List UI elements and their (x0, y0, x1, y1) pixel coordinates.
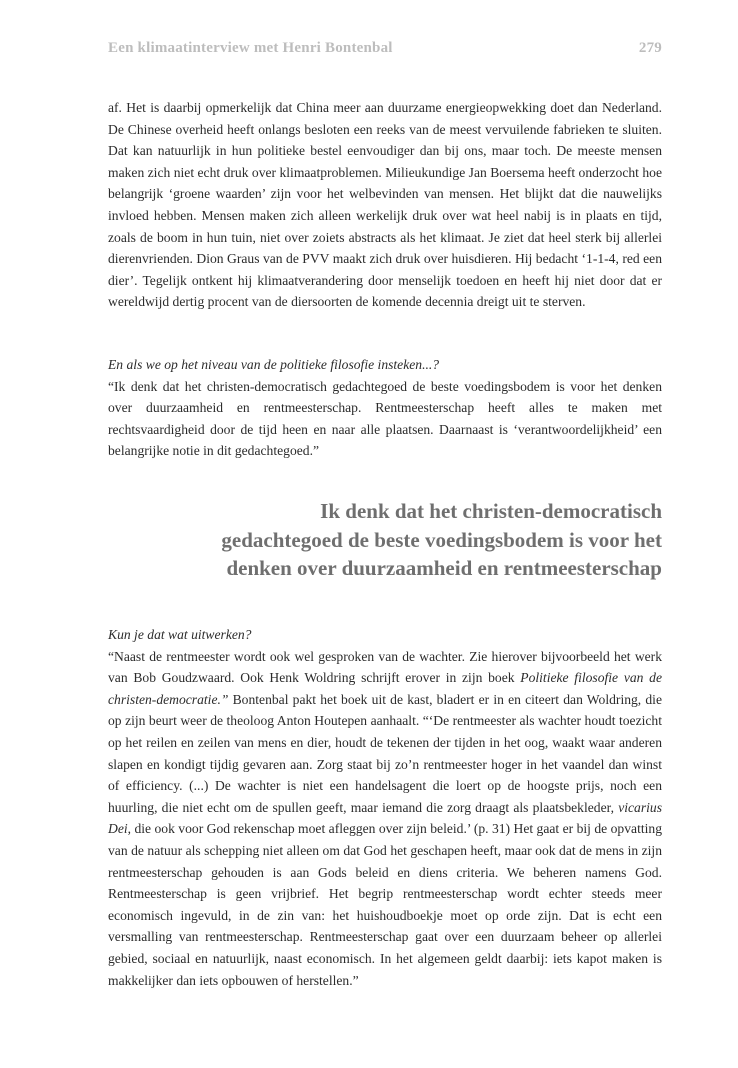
body-block-3 (108, 624, 662, 991)
body-block-2 (108, 354, 662, 462)
running-header (108, 40, 662, 57)
pull-quote-line-2: gedachtegoed de beste voedingsbodem is voor het (221, 527, 662, 552)
latin-term: vicarius Dei (108, 799, 662, 837)
page-number: 279 (638, 40, 662, 56)
book-title: Politieke filosofie van de christen-democratie.” (108, 670, 662, 707)
answer-text: Bontenbal pakt het boek uit de kast, bladert er in en citeert dan Woldring, die op zijn beurt weer de theoloog Anton Houtepen aanhaalt. “‘De rentmeester als wachter houdt toezicht op het reilen en zeilen van mens en dier, houdt de tekenen der tijden in het oog, waakt waar anderen slapen en kondigt tijdig gevaren aan. Zorg staat bij zo’n rentmeester hoger in het vaandel dan winst of efficiency. (...) De wachter is niet een handelsagent die loert op de hoogste prijs, noch een huurling, die niet echt om de spullen geeft, maar iemand die zorg draagt als plaatsbekleder, (108, 691, 662, 815)
answer-text: “Naast de rentmeester wordt ook wel gesproken van de wachter. Zie hierover bijvoorbeeld het werk van Bob Goudzwaard. Ook Henk Woldring schrijft erover in zijn boek (108, 648, 662, 686)
body-paragraph: af. Het is daarbij opmerkelijk dat China meer aan duurzame energieopwekking doet dan Nederland. De Chinese overheid heeft onlangs besloten een reeks van de meest vervuilende fabrieken te sluiten. Dat kan natuurlijk in hun politieke bestel eenvoudiger dan bij ons, maar toch. De meeste mensen maken zich niet echt druk over klimaatproblemen. Milieukundige Jan Boersema heeft onderzocht hoe belangrijk ‘groene waarden’ zijn voor het welbevinden van mensen. Het blijkt dat die nauwelijks invloed hebben. Mensen maken zich alleen werkelijk druk over wat heel nabij is in plaats en tijd, zoals de boom in hun tuin, niet over zoiets abstracts als het klimaat. Je ziet dat heel sterk bij allerlei dierenvrienden. Dion Graus van de PVV maakt zich druk over huisdieren. Hij bedacht ‘1-1-4, red een dier’. Tegelijk ontkent hij klimaatverandering door menselijk toedoen en heeft hij niet door dat er wereldwijd dertig procent van de diersoorten de komende decennia dreigt uit te sterven. (108, 100, 662, 310)
running-title: Een klimaatinterview met Henri Bontenbal (108, 40, 393, 56)
pull-quote (150, 497, 662, 583)
interview-answer (108, 646, 662, 992)
pull-quote-line-1: Ik denk dat het christen-democratisch (320, 499, 662, 523)
interview-question: Kun je dat wat uitwerken? (108, 627, 252, 642)
answer-text: , die ook voor God rekenschap moet afleggen over zijn beleid.’ (p. 31) Het gaat er bij de opvatting van de natuur als schepping niet alleen om dat God het geschapen heeft, maar ook dat de mens in zijn rentmeesterschap gehouden is aan Gods beleid en diens criteria. We beheren namens God. Rentmeesterschap is geen vrijbrief. Het begrip rentmeesterschap wordt echter steeds meer economisch ingevuld, in de zin van: het huishoudboekje moet op orde zijn. Dat is echt een versmalling van rentmeesterschap. Rentmeesterschap gaat over een duurzaam beheer op allerlei gebied, sociaal en natuurlijk, naast economisch. In het algemeen geldt daarbij: iets kapot maken is makkelijker dan iets opbouwen of herstellen.” (108, 821, 662, 988)
interview-answer: “Ik denk dat het christen-democratisch gedachtegoed de beste voedingsbodem is voor het denken over duurzaamheid en rentmeesterschap. Rentmeesterschap heeft alles te maken met rechtsvaardigheid door de tijd heen en naar alle plaatsen. Daarnaast is ‘verantwoordelijkheid’ een belangrijke notie in dit gedachtegoed.” (108, 378, 662, 459)
interview-question: En als we op het niveau van de politieke filosofie insteken...? (108, 357, 440, 372)
body-block-1 (108, 97, 662, 313)
pull-quote-line-3: denken over duurzaamheid en rentmeesterschap (226, 556, 662, 580)
